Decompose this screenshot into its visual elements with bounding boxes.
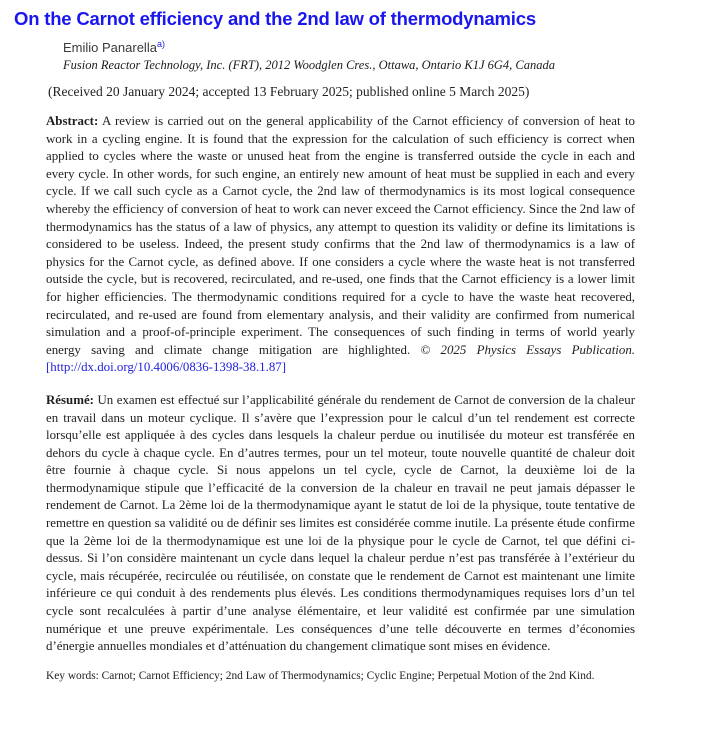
doi-link[interactable]: [http://dx.doi.org/10.4006/0836-1398-38.1.87] [46,360,287,375]
author-affiliation: Fusion Reactor Technology, Inc. (FRT), 2012 Woodglen Cres., Ottawa, Ontario K1J 6G4, Canada [63,58,555,72]
copyright-notice: © 2025 Physics Essays Publication. [420,342,635,357]
resume-paragraph [46,392,635,656]
paper-title: On the Carnot efficiency and the 2nd law of thermodynamics [14,8,536,29]
resume-label: Résumé: [46,392,94,407]
abstract-label: Abstract: [46,114,99,128]
article-history: (Received 20 January 2024; accepted 13 February 2025; published online 5 March 2025) [48,84,530,99]
author-name: Emilio Panarella [63,40,157,55]
abstract-text: A review is carried out on the general applicability of the Carnot efficiency of conversion of heat to work in a cycling engine. It is found that the expression for the calculation of such efficiency is correct when applied to cycles where the waste or unused heat from the engine is transferred outside the cycle in each and every cycle. In other words, for such engine, an entirely new amount of heat must be supplied in each and every cycle. If we call such cycle as a Carnot cycle, the 2nd law of thermodynamics is its most logical consequence whereby the efficiency of conversion of heat to work can never exceed the Carnot efficiency. Since the 2nd law of thermodynamics has the status of a law of physics, any attempt to question its validity or define its limitations is considered to be useless. Indeed, the present study confirms that the 2nd law of thermodynamics is a law of physics for the Carnot cycle, as defined above. If one considers a cycle where the waste heat is not transferred outside the cycle, but is recovered, recirculated, and re-used, one finds that the Carnot efficiency is a lower limit for higher efficiencies. The thermodynamic conditions required for a cycle to have the waste heat recovered, recirculated, and re-used are found from elementary analysis, and their validity are confirmed from numerical simulation and a proof-of-principle experiment. The consequences of such finding in terms of world yearly energy saving and climate change mitigation are highlighted. [46,114,636,357]
keywords-line: Key words: Carnot; Carnot Efficiency; 2nd Law of Thermodynamics; Cyclic Engine; Perpetual Motion of the 2nd Kind. [46,669,595,682]
author-line [63,39,635,57]
affiliation-footnote-link[interactable]: a) [156,39,165,49]
resume-text: Un examen est effectué sur l’applicabilité générale du rendement de Carnot de conversion de la chaleur en travail dans un moteur cyclique. Il s’avère que l’expression pour le calcul d’un tel rendement est correcte lorsqu’elle est appliquée à des cycles dans lesquels la chaleur perdue ou inutilisée du moteur est transférée en dehors du cycle à chaque cycle. En d’autres termes, pour un tel moteur, toute nouvelle quantité de chaleur doit être fournie à chaque cycle. Si nous appelons un tel cycle, cycle de Carnot, la deuxième loi de la thermodynamique stipule que l’efficacité de la conversion de la chaleur en travail ne peut jamais dépasser le rendement de Carnot. La 2ème loi de la thermodynamique ayant le statut de loi de la physique, toute tentative de remettre en question sa validité ou de définir ses limites est considérée comme inutile. La présente étude confirme que la 2ème loi de la thermodynamique est une loi de la physique pour le cycle de Carnot, tel que défini ci-dessus. Si l’on considère maintenant un cycle dans lequel la chaleur perdue n’est pas transférée à l’extérieur du cycle, mais récupérée, recirculée ou réutilisée, on constate que le rendement de Carnot est maintenant une limite inférieure ce qui conduit à des rendements plus élevés. Les conditions thermodynamiques requises lors d’un tel cycle sont recalculées à partir d’une analyse élémentaire, et leur validité est confirmée par une simulation numérique et une preuve expérimentale. Les conséquences d’une telle découverte en termes d’économies d’énergie annuelles mondiales et d’atténuation du changement climatique sont mises en évidence. [46,392,635,654]
author-block [63,39,635,73]
abstract-paragraph [46,113,635,377]
